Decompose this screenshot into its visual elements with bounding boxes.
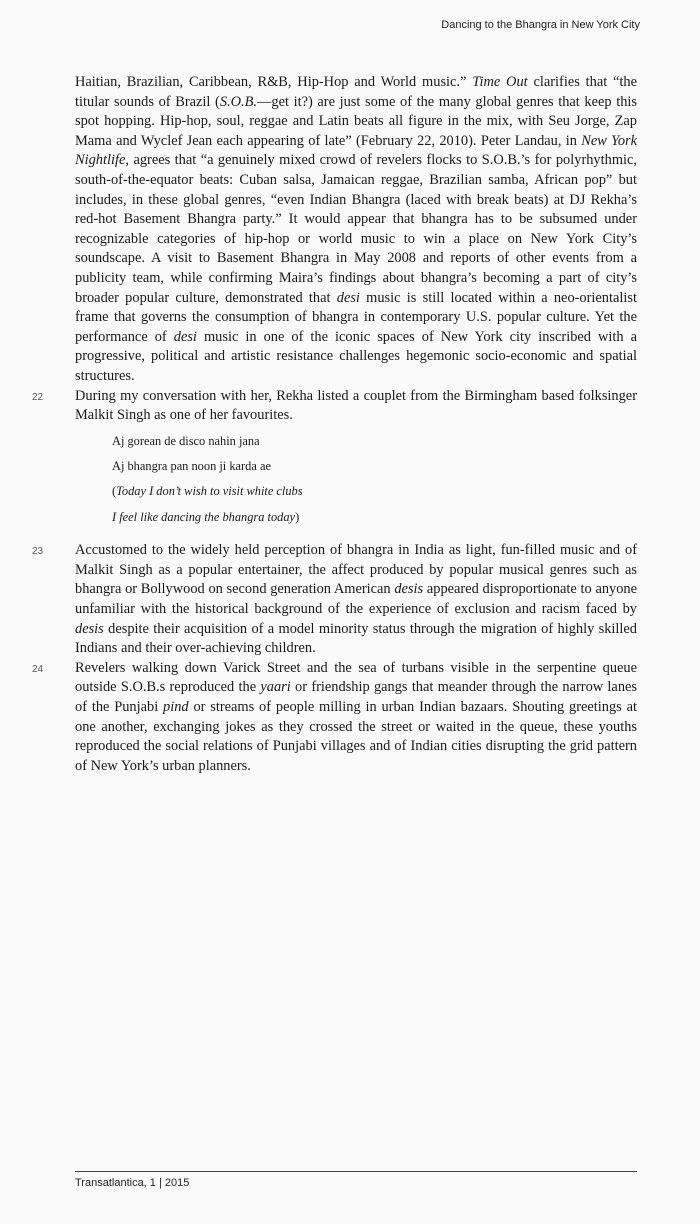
paragraph-number: 23 — [32, 546, 44, 558]
publication-title: Time Out — [472, 74, 528, 90]
text-span: Revelers walking down Varick Street and the sea of turbans visible in the serpentine queue outside S.O.B.s reproduced the — [75, 659, 637, 696]
running-header: Dancing to the Bhangra in New York City — [441, 19, 640, 31]
verse-line: Aj bhangra pan noon ji karda ae — [112, 459, 271, 474]
text-span: or streams of people milling in urban Indian bazaars. Shouting greetings at one another, exchanging jokes as they crossed the street or waited in the queue, these youths reproduced the social relations of Punjabi villages and of Indian cities disrupting the grid pattern of New York’s urban planners. — [75, 699, 637, 774]
paragraph-number: 24 — [32, 663, 44, 675]
text-span: —get it?) are just some of the many global genres that keep this spot hopping. Hip-hop, soul, reggae and Latin beats all figure in the mix, with Seu Jorge, Zap Mama and Wyclef Jean each appearing of late” (February 22, 2010). Peter Landau, in — [75, 93, 637, 149]
text-span: , agrees that “a genuinely mixed crowd of revelers flocks to S.O.B.’s for polyrhythmic, south-of-the-equator beats: Cuban salsa, Jamaican reggae, Brazilian samba, African pop” but includes, in these global genres, “even Indian Bhangra (laced with break beats) at DJ Rekha’s red-hot Basement Bhangra party.” It would appear that bhangra has to be subsumed under recognizable categories of hip-hop or world music to win a place on New York City’s soundscape. A visit to Basement Bhangra in May 2008 and reports of other events from a publicity team, while confirming Maira’s findings about bhangra’s becoming a part of city’s broader popular culture, demonstrated that — [75, 152, 637, 306]
paren: ) — [295, 509, 300, 524]
term: desi — [173, 328, 197, 345]
text-span: appeared disproportionate to anyone unfamiliar with the historical background of the experience of exclusion and racism faced by — [75, 581, 637, 618]
text-span: clarifies that “the titular sounds of Brazil ( — [75, 74, 638, 110]
paragraph-24 — [32, 659, 638, 777]
couplet-quote — [112, 433, 637, 535]
text-span: I feel like dancing the bhangra today — [112, 509, 296, 524]
paragraph-22 — [32, 387, 637, 426]
footer-citation: Transatlantica, 1 | 2015 — [75, 1177, 190, 1189]
verse-translation-line — [112, 509, 637, 534]
verse-line: Aj gorean de disco nahin jana — [112, 433, 260, 448]
term: pind — [163, 699, 189, 715]
paren: ( — [112, 484, 117, 499]
text-span: despite their acquisition of a model minority status through the migration of highly skilled Indians and their over-achieving children. — [75, 620, 637, 657]
text-span: or friendship gangs that meander through the narrow lanes of the Punjabi — [75, 679, 638, 715]
footer-rule — [75, 1171, 637, 1172]
text-span: Today I don’t wish to visit white clubs — [116, 484, 303, 499]
text-span: music in one of the iconic spaces of New York city inscribed with a progressive, political and artistic resistance challenges hegemonic socio-economic and spatial structures. — [75, 328, 637, 384]
term: desis — [394, 581, 424, 598]
verse-translation-line — [112, 483, 637, 508]
paragraph-23 — [32, 541, 637, 659]
text-span: During my conversation with her, Rekha listed a couplet from the Birmingham based folksinger Malkit Singh as one of her favourites. — [75, 387, 637, 424]
article-body — [32, 73, 638, 776]
paragraph-21-continued — [75, 73, 637, 387]
text-span: Accustomed to the widely held perception of bhangra in India as light, fun-filled music and of Malkit Singh as a popular entertainer, the affect produced by popular musical genres such as bhangra or Bollywood on second generation American — [75, 542, 637, 598]
term: desi — [336, 289, 360, 306]
paragraph-number: 22 — [32, 391, 44, 403]
venue-name: S.O.B. — [219, 93, 257, 110]
text-span: Haitian, Brazilian, Caribbean, R&B, Hip-Hop and World music.” — [75, 74, 473, 90]
text-span: music is still located within a neo-orientalist frame that governs the consumption of bhangra in contemporary U.S. popular culture. Yet the performance of — [75, 289, 637, 345]
term: desis — [75, 620, 104, 637]
term: yaari — [260, 679, 291, 696]
publication-title: New York Nightlife — [75, 132, 638, 169]
